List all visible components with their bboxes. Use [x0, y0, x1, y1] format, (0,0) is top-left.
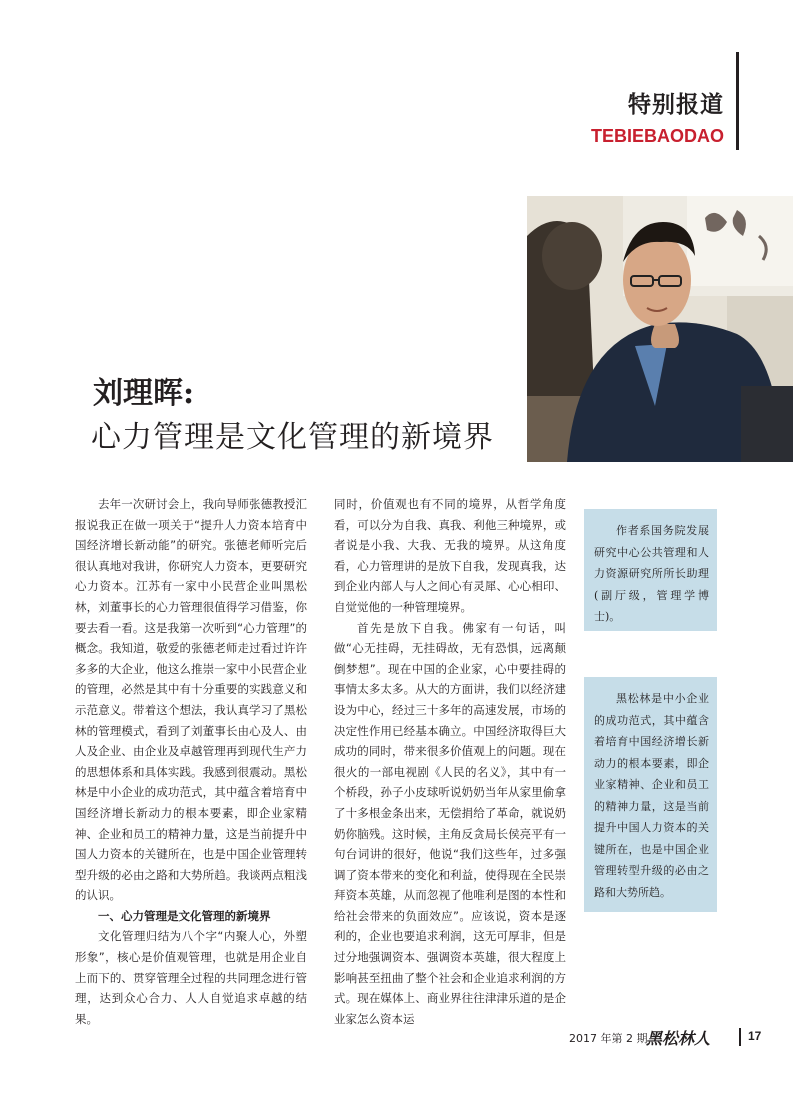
magazine-logo: 黑松林人: [646, 1029, 711, 1048]
section-heading: 一、心力管理是文化管理的新境界: [98, 908, 271, 923]
issue-date: 2017 年第 2 期: [569, 1032, 648, 1045]
portrait-photo: [527, 196, 793, 462]
author-note-box: [584, 509, 717, 631]
body-paragraph: 去年一次研讨会上，我向导师张德教授汇报说我正在做一项关于“提升人力资本培育中国经济增长新动能”的研究。张德老师听完后很认真地对我讲，你研究人力资本，更要研究心力资本。江苏有一家中小民营企业叫黑松林，刘董事长的心力管理很值得学习借鉴，你要去看一看。这是我第一次听到“心力管理”的概念。我知道，敬爱的张德老师走过看过许许多多的大企业，他这么推崇一家中小民营企业的管理，必然是其中有十分重要的实践意义和示范意义。带着这个想法，我认真学习了黑松林的管理模式，看到了刘董事长由心及人、由人及企业、由企业及卓越管理再到现代生产力的思想体系和具体实践。我感到很震动。黑松林是中小企业的成功范式，其中蕴含着培育中国经济增长新动力的根本要素，即企业家精神、企业和员工的精神力量，这是当前提升中国人力资本的关键所在，也是中国企业管理转型升级的必由之路和大势所趋。我谈两点粗浅的认识。: [75, 497, 307, 903]
page-number: 17: [748, 1029, 762, 1043]
author-note-text: 作者系国务院发展研究中心公共管理和人力资源研究所所长助理(副厅级，管理学博士)。: [594, 524, 709, 623]
section-divider-line: [736, 52, 739, 150]
body-paragraph: 同时，价值观也有不同的境界，从哲学角度看，可以分为自我、真我、利他三种境界，或者说是小我、大我、无我的境界。从这角度看，心力管理讲的是放下自我，发现真我，达到企业内部人与人之间心有灵犀、心心相印、自觉觉他的一种管理境界。: [334, 497, 566, 614]
body-column-2: [334, 494, 566, 1029]
footer-divider: [739, 1028, 741, 1046]
body-column-1: [75, 494, 307, 1029]
pull-quote-box: [584, 677, 717, 912]
section-title: 特别报道: [628, 92, 724, 118]
page-footer: [569, 1026, 769, 1050]
article-title-headline: 心力管理是文化管理的新境界: [91, 420, 494, 455]
section-title-pinyin: TEBIEBAODAO: [590, 126, 724, 146]
body-paragraph: 文化管理归结为八个字“内聚人心，外塑形象”，核心是价值观管理，也就是用企业自上而下的、贯穿管理全过程的共同理念进行管理，达到众心合力、人人自觉追求卓越的结果。: [75, 929, 307, 1026]
pull-quote-text: 黑松林是中小企业的成功范式，其中蕴含着培育中国经济增长新动力的根本要素，即企业家精神、企业和员工的精神力量，这是当前提升中国人力资本的关键所在，也是中国企业管理转型升级的必由之路和大势所趋。: [594, 692, 709, 899]
article-title-name: 刘理晖:: [93, 376, 195, 411]
body-paragraph: 首先是放下自我。佛家有一句话，叫做“心无挂碍，无挂碍故，无有恐惧，远离颠倒梦想”。现在中国的企业家，心中要挂碍的事情太多太多。从大的方面讲，我们以经济建设为中心，经过三十多年的高速发展，市场的决定性作用已经基本确立。中国经济取得巨大成功的同时，带来很多价值观上的问题。现在很火的一部电视剧《人民的名义》，其中有一个桥段，孙子小皮球听说奶奶当年从家里偷拿了十多根金条出来，无偿捐给了革命，就说奶奶你脑残。这时候，主角反贪局长侯亮平有一句台词讲的很好，他说“我们这些年，过多强调了资本带来的变化和利益，使得现在全民崇拜资本英雄，从而忽视了他唯利是图的本性和给社会带来的负面效应”。应该说，资本是逐利的，企业也要追求利润，这无可厚非，但是过分地强调资本、强调资本英雄，很大程度上影响甚至扭曲了整个社会和企业追求利润的方式。现在媒体上、商业界往往津津乐道的是企业家怎么资本运: [334, 620, 566, 1026]
